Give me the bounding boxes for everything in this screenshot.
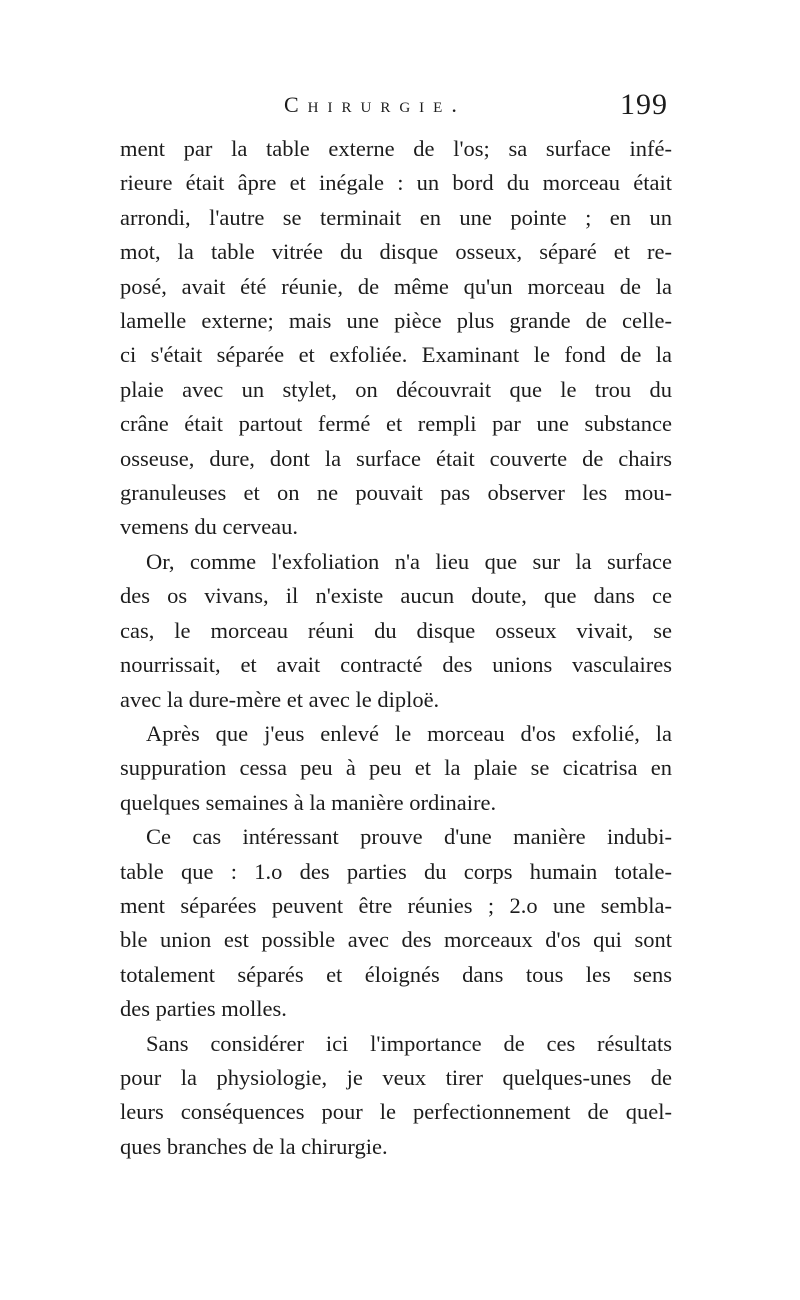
text-line: ci s'était séparée et exfoliée. Examinant le fond de la: [120, 342, 672, 368]
text-line: mot, la table vitrée du disque osseux, séparé et re-: [120, 239, 672, 265]
text-line: cas, le morceau réuni du disque osseux vivait, se: [120, 617, 672, 643]
text-line: leurs conséquences pour le perfectionnement de quel-: [120, 1099, 672, 1125]
text-line: crâne était partout fermé et rempli par une substance: [120, 411, 672, 437]
text-line: des os vivans, il n'existe aucun doute, que dans ce: [120, 583, 672, 609]
paragraph-exfoliation-description: [120, 132, 672, 545]
text-line: nourrissait, et avait contracté des unions vasculaires: [120, 652, 672, 678]
text-line: lamelle externe; mais une pièce plus grande de celle-: [120, 308, 672, 334]
paragraph-conclusions: [120, 820, 672, 1026]
page-number: 199: [620, 88, 668, 121]
text-line: arrondi, l'autre se terminait en une pointe ; en un: [120, 204, 672, 230]
text-line: ble union est possible avec des morceaux d'os qui sont: [120, 927, 672, 953]
text-line: Or, comme l'exfoliation n'a lieu que sur la surface: [146, 548, 672, 574]
text-line: Ce cas intéressant prouve d'une manière indubi-: [146, 824, 672, 850]
text-line: vemens du cerveau.: [120, 514, 299, 540]
text-line: suppuration cessa peu à peu et la plaie se cicatrisa en: [120, 755, 672, 781]
body-text: [120, 132, 672, 1164]
text-line: table que : 1.o des parties du corps humain totale-: [120, 858, 672, 884]
text-line: Sans considérer ici l'importance de ces résultats: [146, 1030, 672, 1056]
text-line: des parties molles.: [120, 996, 287, 1022]
paragraph-living-bone: [120, 545, 672, 717]
running-head: [120, 86, 680, 126]
text-line: ques branches de la chirurgie.: [120, 1133, 388, 1159]
text-line: granuleuses et on ne pouvait pas observer les mou-: [120, 480, 672, 506]
text-line: Après que j'eus enlevé le morceau d'os exfolié, la: [146, 720, 672, 746]
text-line: rieure était âpre et inégale : un bord du morceau était: [120, 170, 672, 196]
text-line: totalement séparés et éloignés dans tous les sens: [120, 961, 672, 987]
paragraph-suppuration: [120, 717, 672, 820]
text-line: plaie avec un stylet, on découvrait que le trou du: [120, 376, 672, 402]
text-line: ment par la table externe de l'os; sa surface infé-: [120, 136, 672, 161]
text-line: avec la dure-mère et avec le diploë.: [120, 686, 440, 712]
running-title: Chirurgie.: [284, 92, 466, 117]
text-line: pour la physiologie, je veux tirer quelques-unes de: [120, 1064, 672, 1090]
text-line: posé, avait été réunie, de même qu'un morceau de la: [120, 273, 672, 299]
text-line: quelques semaines à la manière ordinaire.: [120, 789, 497, 815]
paragraph-consequences: [120, 1027, 672, 1165]
text-line: ment séparées peuvent être réunies ; 2.o une sembla-: [120, 892, 672, 918]
text-line: osseuse, dure, dont la surface était couverte de chairs: [120, 445, 672, 471]
